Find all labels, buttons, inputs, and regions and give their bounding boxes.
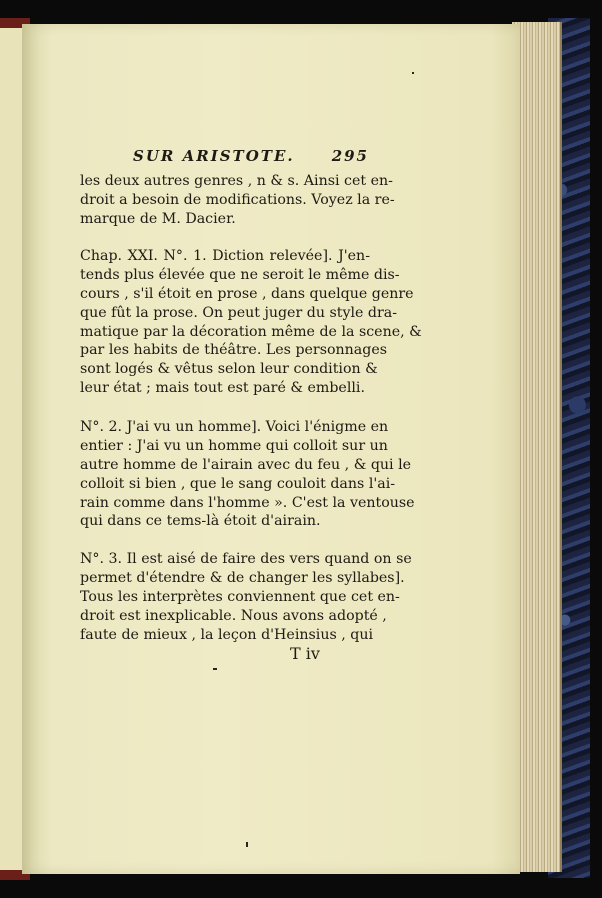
text-line: tends plus élevée que ne seroit le même dis-: [80, 266, 400, 283]
text-line: entier : J'ai vu un homme qui colloit sur un: [80, 437, 388, 454]
text-line: que fût la prose. On peut juger du style dra-: [80, 304, 398, 321]
signature-mark: T iv: [290, 644, 320, 663]
text-line: cours , s'il étoit en prose , dans quelque genre: [80, 285, 414, 302]
text-line: permet d'étendre & de changer les syllabes].: [80, 569, 405, 586]
text-line: les deux autres genres , n & s. Ainsi cet en-: [80, 173, 393, 189]
text-line: droit est inexplicable. Nous avons adopté ,: [80, 607, 387, 624]
text-line: rain comme dans l'homme ». C'est la ventouse: [80, 494, 415, 511]
text-line: sont logés & vêtus selon leur condition &: [80, 361, 378, 378]
running-header: [133, 147, 369, 165]
page-number: 295: [331, 147, 369, 165]
text-line: colloit si bien , que le sang couloit dans l'ai-: [80, 475, 396, 492]
text-line: Tous les interprètes conviennent que cet en-: [80, 588, 400, 605]
text-line: N°. 3. Il est aisé de faire des vers quand on se: [80, 551, 412, 567]
paragraph-1: [80, 172, 395, 229]
running-head-title: SUR ARISTOTE.: [133, 147, 295, 165]
text-line: marque de M. Dacier.: [80, 210, 236, 227]
paragraph-3: [80, 418, 415, 531]
paragraph-2: [80, 247, 422, 398]
text-line: qui dans ce tems-là étoit d'airain.: [80, 513, 321, 530]
text-line: droit a besoin de modifications. Voyez la re-: [80, 191, 395, 208]
ink-speck: [213, 668, 217, 670]
paragraph-4: [80, 550, 412, 644]
text-line: N°. 2. J'ai vu un homme]. Voici l'énigme en: [80, 419, 389, 435]
text-line: leur état ; mais tout est paré & embelli.: [80, 380, 365, 397]
ink-speck: [412, 72, 414, 74]
text-line: Chap. XXI. N°. 1. Diction relevée]. J'en-: [80, 248, 370, 264]
text-line: matique par la décoration même de la scene, &: [80, 323, 422, 340]
text-line: par les habits de théâtre. Les personnages: [80, 342, 388, 359]
text-line: faute de mieux , la leçon d'Heinsius , qui: [80, 626, 374, 643]
ink-speck: [246, 842, 248, 847]
text-line: autre homme de l'airain avec du feu , & qui le: [80, 456, 412, 473]
